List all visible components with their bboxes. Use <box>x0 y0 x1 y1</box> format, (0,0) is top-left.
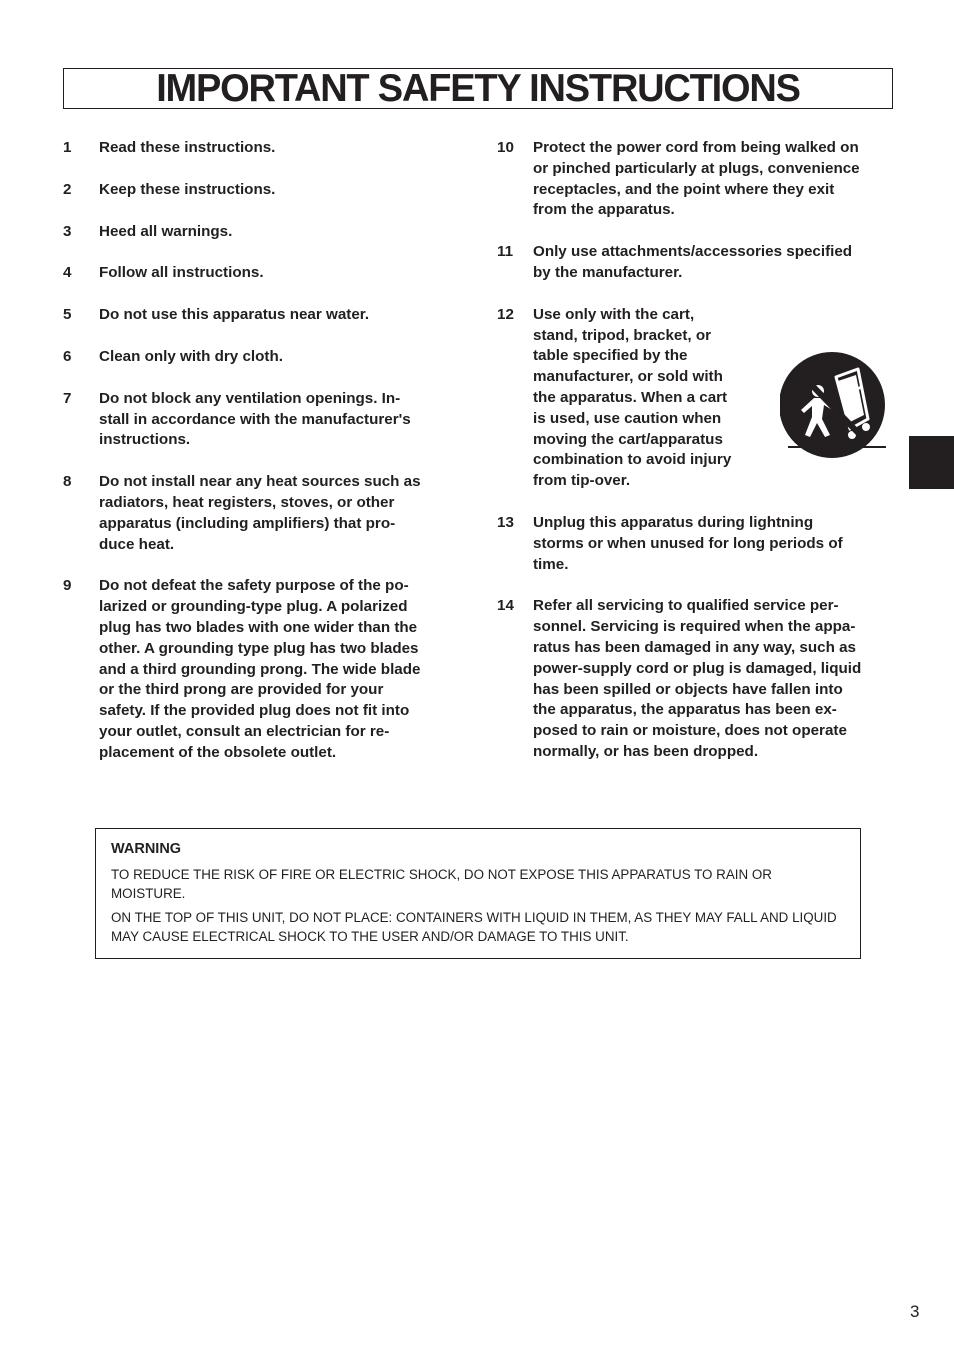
list-item <box>497 138 897 221</box>
item-text: Do not install near any heat sources such as radiators, heat registers, stoves, or other apparatus (including amplifiers) that pro- duce heat. <box>99 473 421 553</box>
warning-paragraph-1: TO REDUCE THE RISK OF FIRE OR ELECTRIC SHOCK, DO NOT EXPOSE THIS APPARATUS TO RAIN OR MOISTURE. <box>111 867 772 901</box>
list-item <box>63 180 463 201</box>
list-item <box>63 576 463 763</box>
item-text: Read these instructions. <box>99 139 276 156</box>
instructions-left-column <box>63 138 463 785</box>
item-number: 6 <box>63 347 72 365</box>
list-item <box>63 305 463 326</box>
list-item <box>63 472 463 555</box>
item-text: Heed all warnings. <box>99 222 233 240</box>
list-item <box>497 242 897 284</box>
title-box <box>63 68 893 109</box>
list-item <box>63 389 463 451</box>
item-text: Do not use this apparatus near water. <box>99 306 370 324</box>
item-number: 8 <box>63 473 72 491</box>
item-text: Follow all instructions. <box>99 264 264 282</box>
item-text: Only use attachments/accessories specified by the manufacturer. <box>533 243 853 281</box>
list-item <box>63 138 463 159</box>
item-text: Protect the power cord from being walked on or pinched particularly at plugs, convenience receptacles, and the point where they exit from the apparatus. <box>533 139 860 219</box>
item-number: 2 <box>63 180 72 198</box>
list-item <box>497 596 897 762</box>
item-number: 3 <box>63 222 72 240</box>
item-number: 11 <box>497 243 514 261</box>
item-number: 5 <box>63 306 72 324</box>
item-number: 10 <box>497 139 514 156</box>
item-number: 13 <box>497 513 514 531</box>
side-tab-marker <box>909 436 954 489</box>
list-item <box>497 513 897 575</box>
list-item <box>63 263 463 284</box>
item-text: Do not defeat the safety purpose of the po- larized or grounding-type plug. A polarized plug has two blades with one wider than the other. A grounding type plug has two blades and a third grounding prong. The wide blade or the third prong are provided for your safety. If the provided plug does not fit into your outlet, consult an electrician for re- placement of the obsolete outlet. <box>99 577 421 761</box>
item-number: 14 <box>497 597 514 615</box>
page-title: IMPORTANT SAFETY INSTRUCTIONS <box>156 67 800 110</box>
item-text: Do not block any ventilation openings. In- stall in accordance with the manufacturer's instructions. <box>99 389 411 449</box>
item-number: 1 <box>63 139 72 156</box>
item-number: 9 <box>63 577 72 595</box>
item-number: 12 <box>497 305 514 323</box>
item-text: Use only with the cart, stand, tripod, bracket, or table specified by the manufacturer, or sold with the apparatus. When a cart is used, use caution when moving the cart/apparatus combination to avoid injury from tip-over. <box>533 305 732 490</box>
page-number: 3 <box>910 1302 920 1321</box>
item-text: Clean only with dry cloth. <box>99 347 283 365</box>
item-number: 4 <box>63 264 72 282</box>
list-item <box>63 222 463 243</box>
list-item <box>63 347 463 368</box>
item-number: 7 <box>63 389 72 407</box>
warning-box <box>95 828 861 959</box>
item-text: Refer all servicing to qualified service per- sonnel. Servicing is required when the appa- ratus has been damaged in any way, such as power-supply cord or plug is damaged, liquid has been spilled or objects have fallen into the apparatus, the apparatus has been ex- posed to rain or moisture, does not operate normally, or has been dropped. <box>533 597 862 760</box>
item-text: Unplug this apparatus during lightning storms or when unused for long periods of time. <box>533 513 843 573</box>
warning-title: WARNING <box>111 841 182 857</box>
item-text: Keep these instructions. <box>99 180 276 198</box>
cart-tip-over-warning-icon <box>780 351 886 461</box>
warning-paragraph-2: ON THE TOP OF THIS UNIT, DO NOT PLACE: CONTAINERS WITH LIQUID IN THEM, AS THEY MAY FALL AND LIQUID MAY CAUSE ELECTRICAL SHOCK TO THE USER AND/OR DAMAGE TO THIS UNIT. <box>111 910 837 944</box>
